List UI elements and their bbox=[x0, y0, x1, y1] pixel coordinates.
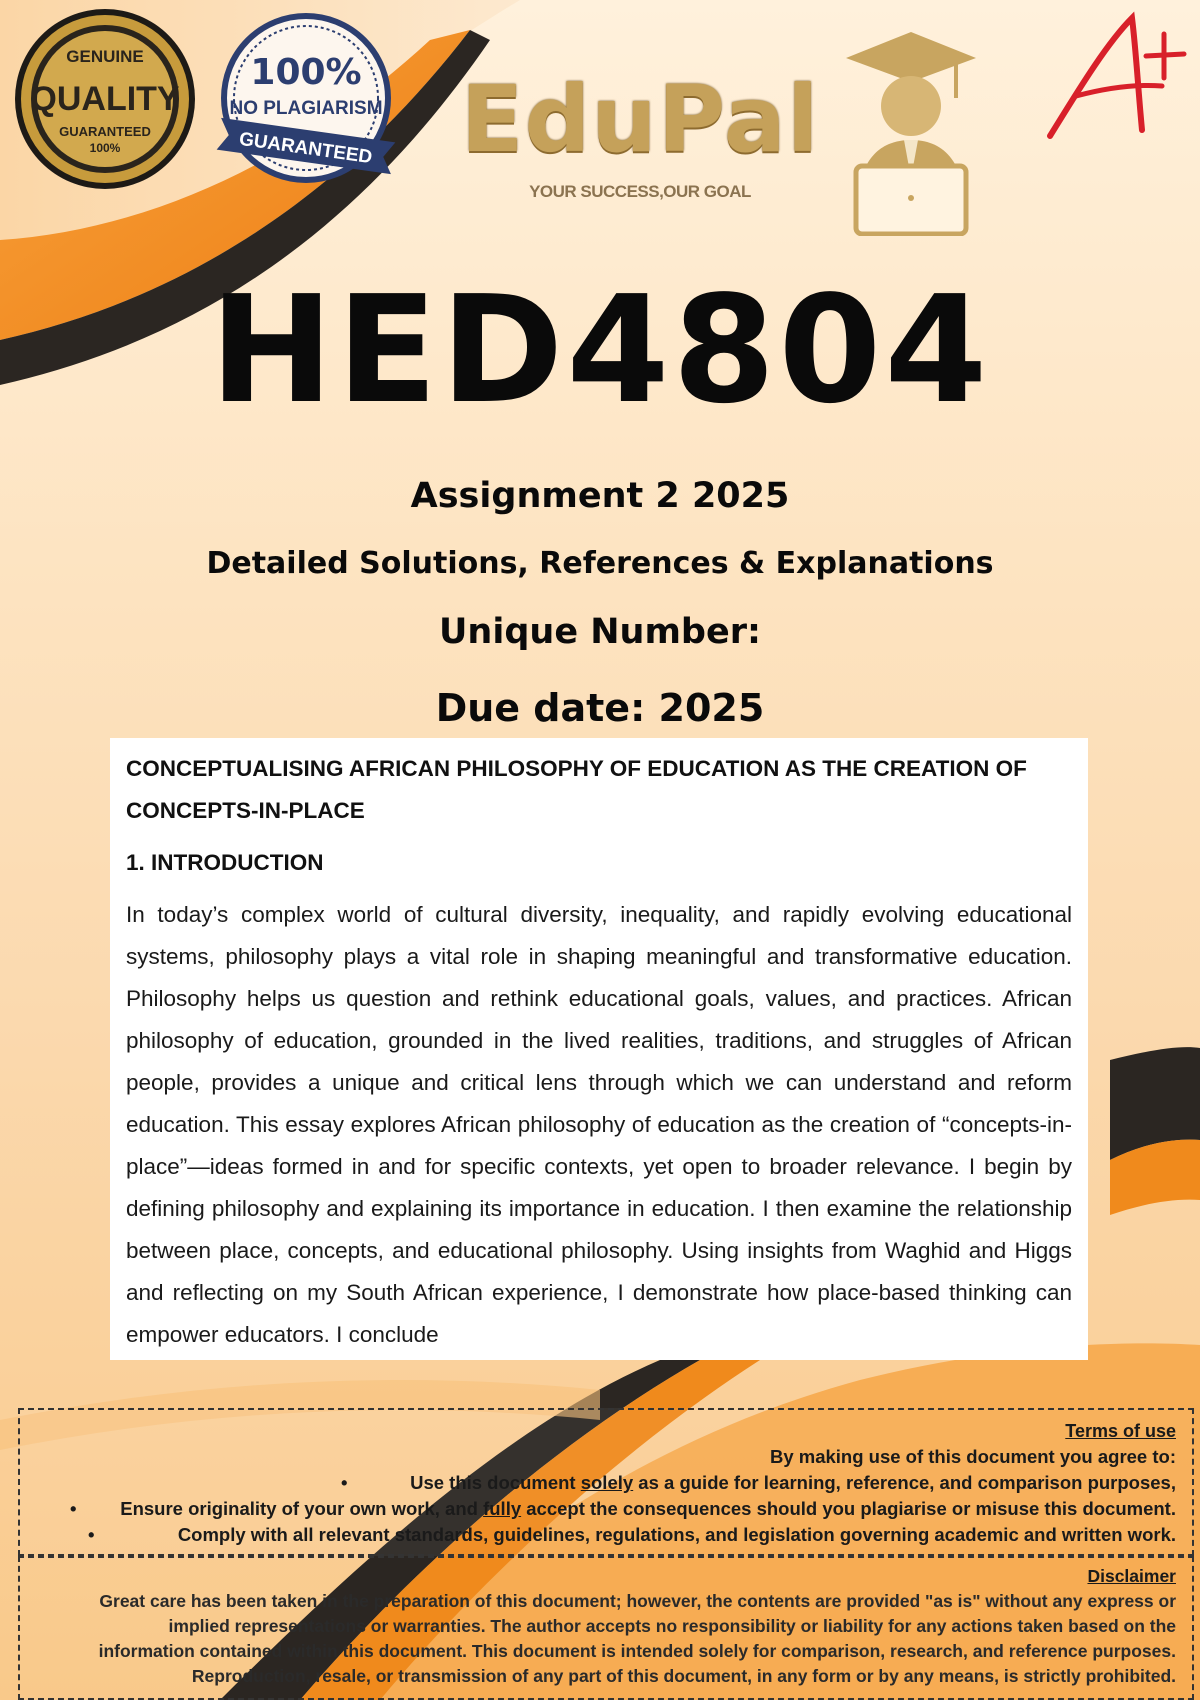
disclaimer-line: Reproduction, resale, or transmission of any part of this document, in any form or by any means, is strictly prohibited. bbox=[191, 1666, 1176, 1686]
terms-item-2: • Ensure originality of your own work, and fully accept the consequences should you plagiarise or misuse this document. bbox=[36, 1496, 1176, 1522]
edupal-logo: EduPal bbox=[460, 66, 820, 173]
svg-text:100%: 100% bbox=[250, 52, 362, 93]
terms-intro: By making use of this document you agree to: bbox=[769, 1446, 1176, 1467]
graduate-laptop-icon bbox=[836, 28, 986, 236]
svg-text:GENUINE: GENUINE bbox=[66, 47, 144, 66]
svg-text:GUARANTEED: GUARANTEED bbox=[237, 128, 374, 169]
disclaimer-heading: Disclaimer bbox=[1087, 1566, 1176, 1586]
essay-title: CONCEPTUALISING AFRICAN PHILOSOPHY OF EDUCATION AS THE CREATION OF CONCEPTS-IN-PLACE bbox=[126, 756, 1027, 823]
svg-text:GUARANTEED: GUARANTEED bbox=[59, 124, 151, 139]
terms-list bbox=[36, 1470, 1176, 1548]
essay-preview bbox=[110, 738, 1088, 1360]
disclaimer-box bbox=[18, 1556, 1194, 1700]
logo-tagline: YOUR SUCCESS,OUR GOAL bbox=[529, 182, 751, 201]
terms-item-3: • Comply with all relevant standards, guidelines, regulations, and legislation governing academic and written work. bbox=[36, 1522, 1176, 1548]
quality-guaranteed-badge bbox=[12, 6, 198, 192]
disclaimer-line: Great care has been taken in the preparation of this document; however, the contents are provided "as is" without any express or bbox=[99, 1591, 1176, 1611]
terms-item-1: • Use this document solely as a guide for learning, reference, and comparison purposes, bbox=[36, 1470, 1176, 1496]
svg-text:A+: A+ bbox=[1036, 4, 1038, 5]
section-heading: 1. INTRODUCTION bbox=[126, 850, 324, 875]
terms-of-use-box bbox=[18, 1408, 1194, 1556]
no-plagiarism-badge bbox=[208, 10, 404, 196]
terms-heading: Terms of use bbox=[1065, 1421, 1176, 1441]
svg-text:NO PLAGIARISM: NO PLAGIARISM bbox=[229, 98, 383, 119]
assignment-title: Assignment 2 2025 bbox=[410, 476, 790, 516]
a-plus-grade-mark bbox=[1036, 4, 1196, 144]
course-code-title: HED4804 bbox=[209, 264, 991, 436]
document-subtitle: Detailed Solutions, References & Explanations bbox=[206, 546, 994, 581]
introduction-paragraph: In today’s complex world of cultural diversity, inequality, and rapidly evolving educational systems, philosophy plays a vital role in shaping meaningful and transformative education. Philosophy helps us question and rethink educational goals, values, and practices. African philosophy of education, grounded in the lived realities, traditions, and struggles of African people, provides a unique and critical lens through which we can understand and reform education. This essay explores African philosophy of education as the creation of “concepts-in-place”—ideas formed in and for specific contexts, yet open to broader relevance. I begin by defining philosophy and explaining its importance in education. I then examine the relationship between place, concepts, and educational philosophy. Using insights from Waghid and Higgs and reflecting on my South African experience, I demonstrate how place-based thinking can empower educators. I conclude bbox=[126, 902, 1072, 1347]
disclaimer-line: implied representations or warranties. The author accepts no responsibility or liability for any actions taken based on the bbox=[168, 1616, 1176, 1636]
due-date-label: Due date: 2025 bbox=[435, 686, 765, 730]
disclaimer-line: information contained within this document. This document is intended solely for comparison, research, and reference purposes. bbox=[98, 1641, 1176, 1661]
svg-text:QUALITY: QUALITY bbox=[30, 80, 180, 118]
svg-text:100%: 100% bbox=[89, 141, 121, 155]
unique-number-label: Unique Number: bbox=[439, 612, 761, 652]
